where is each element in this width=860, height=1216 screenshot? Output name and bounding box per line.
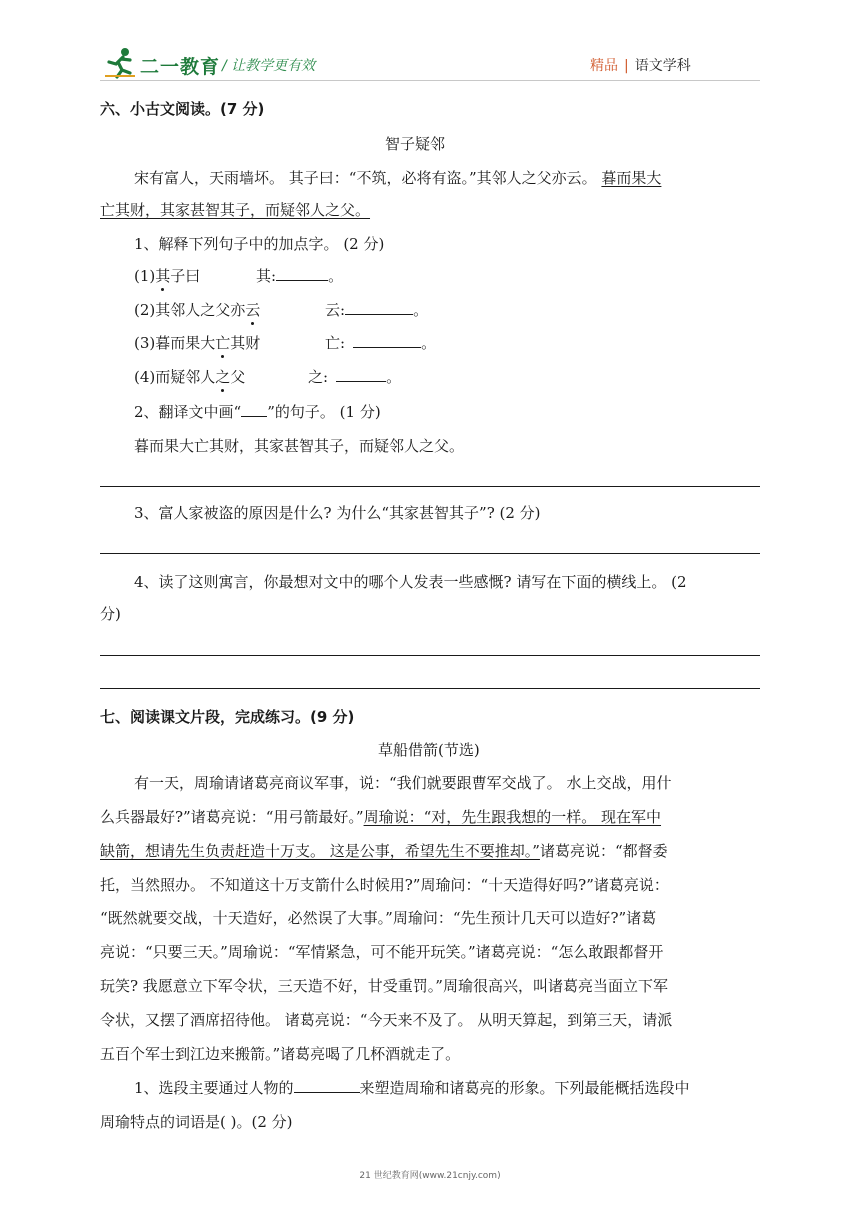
q1-answer-3-label: 亡: (325, 334, 346, 352)
section-6-question-3: 3、富人家被盗的原因是什么? 为什么“其家甚智其子”? (2 分) (134, 504, 541, 522)
q1-answer-1-end: 。 (328, 267, 344, 285)
s7-q1-text-start: 1、选段主要通过人物的 (134, 1079, 294, 1097)
q1-item-4-dotted-char: 之 (215, 368, 231, 386)
section-6-question-2 (134, 401, 381, 422)
q1-answer-4-label: 之: (308, 368, 329, 386)
logo-text: 二一教育 (140, 56, 221, 78)
q2-text-start: 2、翻译文中画“ (134, 403, 242, 421)
q1-item-3-suffix: 其财 (230, 334, 261, 352)
q1-item-4-prefix: (4)而疑邻人 (134, 368, 216, 386)
passage-6-underlined-start: 暮而果大 (601, 169, 662, 187)
passage-7-line-1: 有一天，周瑜请诸葛亮商议军事，说：“我们就要跟曹军交战了。 水上交战，用什 (134, 774, 672, 792)
q1-answer-3-end: 。 (421, 334, 437, 352)
q1-answer-4-blank[interactable] (336, 367, 386, 382)
passage-7-line-2-text: 么兵器最好?”诸葛亮说：“用弓箭最好。” (100, 808, 364, 826)
header-slogan: / 让教学更有效 (222, 58, 316, 74)
q1-item-3 (134, 332, 260, 353)
section-7-question-1-line-1 (134, 1077, 690, 1098)
q2-underline-sample (241, 402, 267, 417)
q1-answer-2-label: 云: (325, 301, 346, 319)
header-subject (590, 55, 691, 75)
section-6-question-1: 1、解释下列句子中的加点字。 (2 分) (134, 235, 385, 253)
q1-item-4 (134, 366, 245, 387)
q1-item-3-dotted-char: 亡 (215, 334, 231, 352)
passage-6-line-1-text: 宋有富人，天雨墙坏。 其子曰：“不筑，必将有盗。”其邻人之父亦云。 (134, 169, 602, 187)
passage-7-line-2 (100, 806, 661, 827)
page-footer: 21 世纪教育网(www.21cnjy.com) (359, 1171, 501, 1181)
s7-q1-text-end: 来塑造周瑜和诸葛亮的形象。下列最能概括选段中 (359, 1079, 690, 1097)
passage-6-line-2: 亡其财，其家甚智其子，而疑邻人之父。 (100, 201, 371, 219)
section-6-heading: 六、小古文阅读。(7 分) (100, 100, 265, 118)
passage-7-line-6: 亮说：“只要三天。”周瑜说：“军情紧急，可不能开玩笑。”诸葛亮说：“怎么敢跟都督开 (100, 943, 664, 961)
q1-answer-1-label: 其: (256, 267, 277, 285)
q1-answer-2-end: 。 (413, 301, 429, 319)
passage-7-line-5: “既然就要交战，十天造好，必然误了大事。”周瑜问：“先生预计几天可以造好?”诸葛 (100, 909, 657, 927)
header-subject-label: 语文学科 (634, 58, 691, 74)
header-highlight: 精品 (590, 58, 618, 74)
q1-item-4-suffix: 父 (230, 368, 246, 386)
answer-line-q2[interactable] (100, 486, 760, 487)
q1-item-2-prefix: (2)其邻人之父亦 (134, 301, 246, 319)
q1-answer-4 (308, 366, 401, 387)
passage-7-underlined-2: 缺箭，想请先生负责赶造十万支。 这是公事，希望先生不要推却。” (100, 842, 540, 860)
passage-7-underlined-1: 周瑜说：“对，先生跟我想的一样。 现在军中 (363, 808, 662, 826)
q1-item-1-dotted-char: 其 (155, 267, 171, 285)
s7-q1-blank[interactable] (294, 1078, 360, 1093)
q1-item-2 (134, 299, 260, 320)
q1-item-1 (134, 265, 200, 286)
answer-line-q3[interactable] (100, 553, 760, 554)
q2-text-end: ”的句子。 (1 分) (267, 403, 381, 421)
q1-item-1-suffix: 子曰 (170, 267, 201, 285)
header-separator: | (624, 58, 629, 74)
section-6-title: 智子疑邻 (385, 135, 446, 153)
passage-7-line-9: 五百个军士到江边来搬箭。”诸葛亮喝了几杯酒就走了。 (100, 1045, 461, 1063)
running-man-logo-icon (103, 46, 137, 80)
section-6-question-4-line-1: 4、读了这则寓言，你最想对文中的哪个人发表一些感慨? 请写在下面的横线上。 (2 (134, 573, 687, 591)
q1-answer-1-blank[interactable] (276, 266, 328, 281)
section-7-question-1-line-2: 周瑜特点的词语是( )。(2 分) (100, 1113, 293, 1131)
q1-answer-2-blank[interactable] (345, 300, 413, 315)
q1-item-1-prefix: (1) (134, 267, 156, 285)
passage-7-line-3 (100, 840, 668, 861)
q1-answer-4-end: 。 (386, 368, 402, 386)
q1-answer-1 (256, 265, 343, 286)
q1-item-2-dotted-char: 云 (245, 301, 261, 319)
q2-sentence: 暮而果大亡其财，其家甚智其子，而疑邻人之父。 (134, 437, 465, 455)
passage-7-line-3-text: 诸葛亮说：“都督委 (539, 842, 668, 860)
passage-7-line-8: 令状，又摆了酒席招待他。 诸葛亮说：“今天来不及了。 从明天算起，到第三天，请派 (100, 1011, 673, 1029)
passage-6-line-1 (134, 167, 661, 188)
header-divider (100, 80, 760, 81)
section-6-question-4-line-2: 分) (100, 605, 121, 623)
section-7-heading: 七、阅读课文片段，完成练习。(9 分) (100, 708, 355, 726)
answer-line-q4-1[interactable] (100, 655, 760, 656)
passage-7-line-7: 玩笑? 我愿意立下军令状，三天造不好，甘受重罚。”周瑜很高兴，叫诸葛亮当面立下军 (100, 977, 668, 995)
passage-7-line-4: 托，当然照办。 不知道这十万支箭什么时候用?”周瑜问：“十天造得好吗?”诸葛亮说： (100, 876, 669, 894)
answer-line-q4-2[interactable] (100, 688, 760, 689)
section-7-title: 草船借箭(节选) (378, 741, 480, 759)
q1-answer-3 (325, 332, 436, 353)
q1-item-3-prefix: (3)暮而果大 (134, 334, 216, 352)
q1-answer-2 (325, 299, 428, 320)
q1-answer-3-blank[interactable] (353, 333, 421, 348)
